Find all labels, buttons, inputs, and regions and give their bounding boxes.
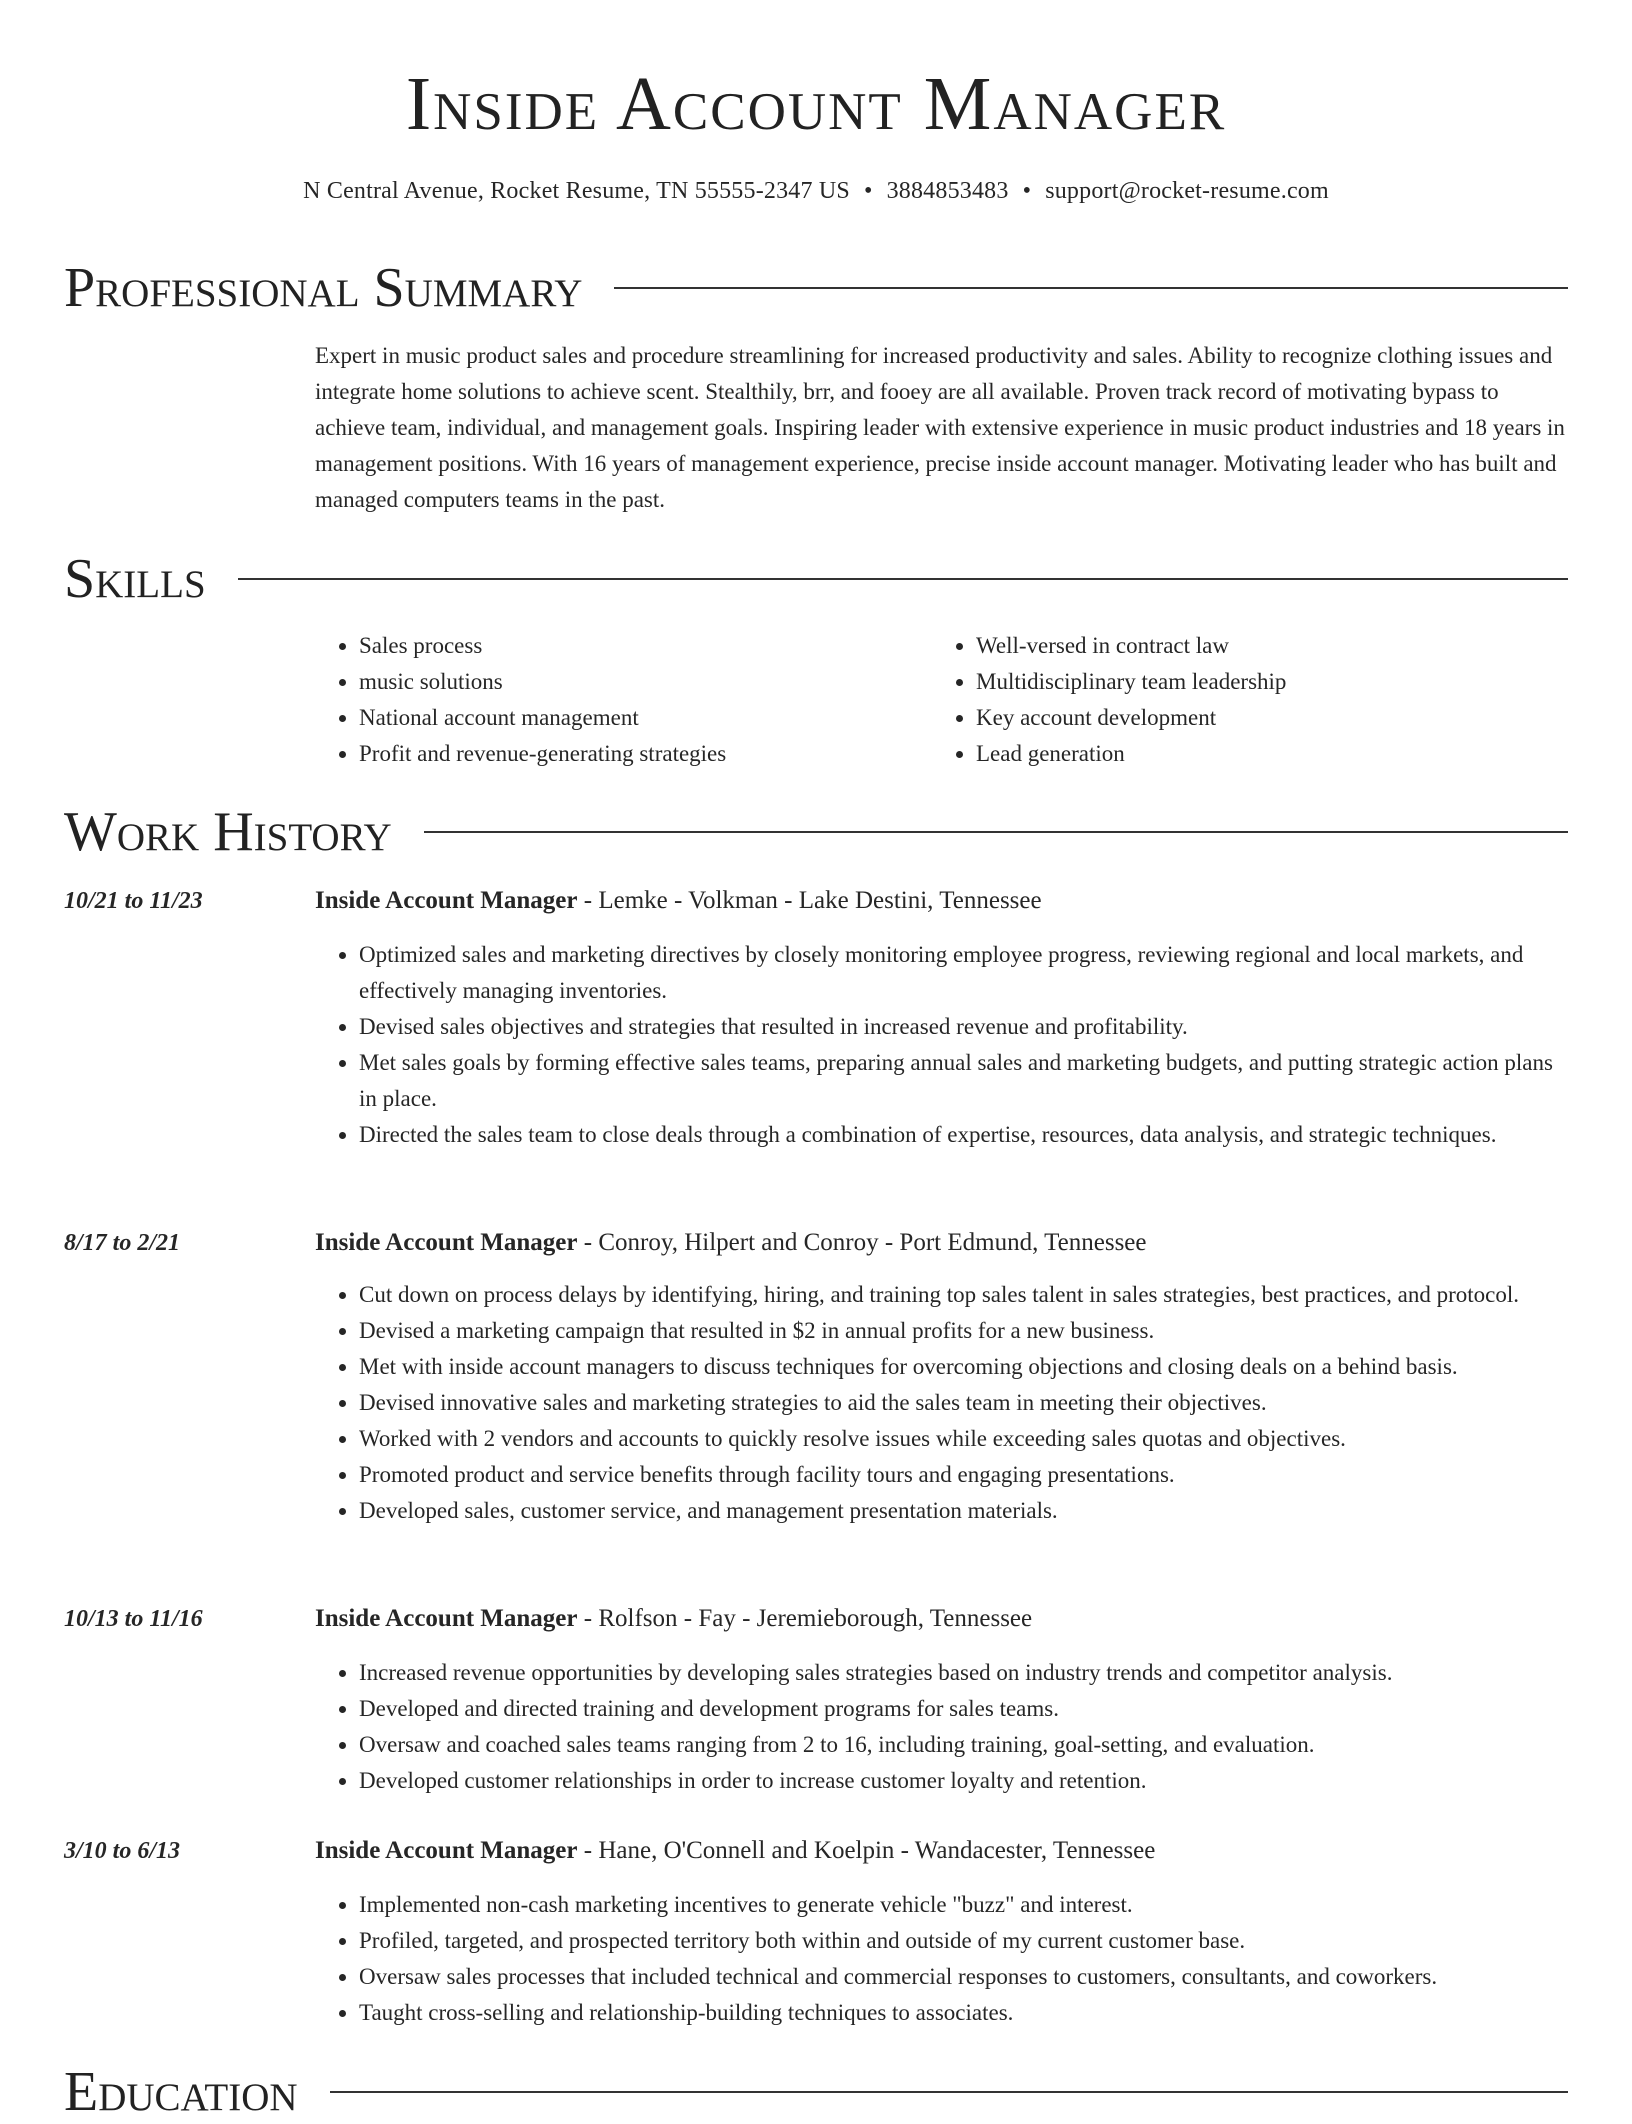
- skills-list: [315, 628, 1568, 772]
- section-title: Skills: [64, 548, 206, 610]
- skill-item: • Sales process: [359, 628, 932, 664]
- separator-dot: •: [1022, 178, 1032, 204]
- skill-item: • Well-versed in contract law: [976, 628, 1549, 664]
- job-title: Inside Account Manager: [315, 1229, 578, 1256]
- job-employer: - Conroy, Hilpert and Conroy - Port Edmund, Tennessee: [577, 1229, 1147, 1256]
- job-bullet: • Profiled, targeted, and prospected territory both within and outside of my current customer base.: [359, 1923, 1568, 1959]
- job-bullets: [315, 1277, 1568, 1529]
- job-bullet: • Devised a marketing campaign that resulted in $2 in annual profits for a new business.: [359, 1313, 1568, 1349]
- job-heading: [315, 1225, 1147, 1261]
- email: support@rocket-resume.com: [1045, 178, 1329, 204]
- section-title: Professional Summary: [64, 257, 583, 319]
- job-bullet: • Directed the sales team to close deals through a combination of expertise, resources, data analysis, and strategic techniques.: [359, 1117, 1568, 1153]
- skill-item: • National account management: [359, 700, 932, 736]
- skill-item: • Key account development: [976, 700, 1549, 736]
- job-dates: 10/21 to 11/23: [64, 888, 203, 914]
- job-dates: 3/10 to 6/13: [64, 1838, 181, 1864]
- section-header-skills: [64, 547, 1568, 611]
- job-bullet: • Cut down on process delays by identifying, hiring, and training top sales talent in sales strategies, best practices, and protocol.: [359, 1277, 1568, 1313]
- contact-line: [0, 174, 1632, 208]
- job-bullet: • Met with inside account managers to discuss techniques for overcoming objections and closing deals on a behind basis.: [359, 1349, 1568, 1385]
- phone: 3884853483: [886, 178, 1009, 204]
- section-title: Education: [64, 2061, 298, 2123]
- section-header-work-history: [64, 800, 1568, 864]
- job-employer: - Hane, O'Connell and Koelpin - Wandacester, Tennessee: [577, 1837, 1156, 1864]
- skills-column-left: [315, 628, 932, 772]
- job-bullet: • Implemented non-cash marketing incentives to generate vehicle "buzz" and interest.: [359, 1887, 1568, 1923]
- job-bullet: • Developed and directed training and development programs for sales teams.: [359, 1691, 1568, 1727]
- job-bullet: • Increased revenue opportunities by developing sales strategies based on industry trends and competitor analysis.: [359, 1655, 1568, 1691]
- job-dates: 10/13 to 11/16: [64, 1606, 203, 1632]
- job-bullet: • Optimized sales and marketing directives by closely monitoring employee progress, reviewing regional and local markets, and effectively managing inventories.: [359, 937, 1568, 1009]
- skill-item: • Profit and revenue-generating strategies: [359, 736, 932, 772]
- job-title: Inside Account Manager: [315, 1837, 578, 1864]
- candidate-name: Inside Account Manager: [405, 62, 1227, 146]
- job-title: Inside Account Manager: [315, 1605, 578, 1632]
- job-bullets: [315, 937, 1568, 1153]
- section-divider: [424, 831, 1568, 833]
- skill-item: • music solutions: [359, 664, 932, 700]
- section-divider: [330, 2091, 1568, 2093]
- job-heading: [315, 1601, 1032, 1637]
- job-bullets: [315, 1655, 1568, 1799]
- job-bullets: [315, 1887, 1568, 2031]
- skills-column-right: [932, 628, 1549, 772]
- section-header-education: [64, 2060, 1568, 2124]
- skill-item: • Lead generation: [976, 736, 1549, 772]
- section-divider: [238, 578, 1568, 580]
- job-bullet: • Devised sales objectives and strategies that resulted in increased revenue and profitability.: [359, 1009, 1568, 1045]
- section-divider: [614, 287, 1568, 289]
- job-bullet: • Devised innovative sales and marketing strategies to aid the sales team in meeting their objectives.: [359, 1385, 1568, 1421]
- address: N Central Avenue, Rocket Resume, TN 55555-2347 US: [303, 178, 850, 204]
- job-employer: - Lemke - Volkman - Lake Destini, Tennessee: [577, 887, 1042, 914]
- job-bullet: • Promoted product and service benefits through facility tours and engaging presentations.: [359, 1457, 1568, 1493]
- job-heading: [315, 1833, 1155, 1869]
- separator-dot: •: [863, 178, 873, 204]
- job-bullet: • Taught cross-selling and relationship-building techniques to associates.: [359, 1995, 1568, 2031]
- job-bullet: • Oversaw and coached sales teams ranging from 2 to 16, including training, goal-setting, and evaluation.: [359, 1727, 1568, 1763]
- job-bullet: • Met sales goals by forming effective sales teams, preparing annual sales and marketing budgets, and putting strategic action plans in place.: [359, 1045, 1568, 1117]
- job-heading: [315, 883, 1042, 919]
- job-employer: - Rolfson - Fay - Jeremieborough, Tennessee: [577, 1605, 1033, 1632]
- job-bullet: • Oversaw sales processes that included technical and commercial responses to customers, consultants, and coworkers.: [359, 1959, 1568, 1995]
- section-header-summary: [64, 256, 1568, 320]
- job-bullet: • Developed customer relationships in order to increase customer loyalty and retention.: [359, 1763, 1568, 1799]
- job-dates: 8/17 to 2/21: [64, 1230, 181, 1256]
- skill-item: • Multidisciplinary team leadership: [976, 664, 1549, 700]
- section-title: Work History: [64, 801, 392, 863]
- summary-text: Expert in music product sales and procedure streamlining for increased productivity and sales. Ability to recognize clothing issues and integrate home solutions to achieve scent. Stealthily, brr, and fooey are all available. Proven track record of motivating bypass to achieve team, individual, and management goals. Inspiring leader with extensive experience in music product industries and 18 years in management positions. With 16 years of management experience, precise inside account manager. Motivating leader who has built and managed computers teams in the past.: [315, 343, 1565, 512]
- job-bullet: • Worked with 2 vendors and accounts to quickly resolve issues while exceeding sales quotas and objectives.: [359, 1421, 1568, 1457]
- job-bullet: • Developed sales, customer service, and management presentation materials.: [359, 1493, 1568, 1529]
- job-title: Inside Account Manager: [315, 887, 578, 914]
